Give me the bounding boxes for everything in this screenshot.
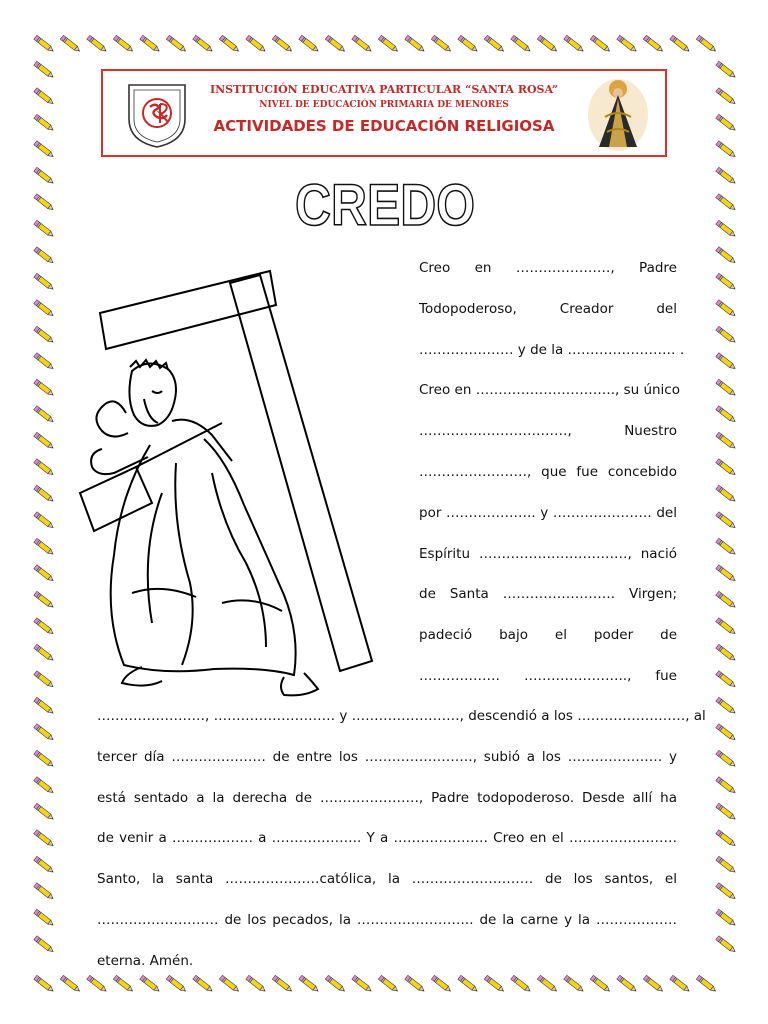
prayer-line: ………………… y de la …………………… .	[419, 341, 685, 358]
pencil-icon-76	[34, 379, 55, 397]
pencil-icon-30	[431, 35, 452, 53]
prayer-line: de Santa ……………………. Virgen;	[419, 586, 677, 603]
pencil-icon-8	[140, 35, 161, 53]
prayer-line: ……………………, ……………………… y ……………………, descendió a los ……………………, al	[97, 708, 706, 724]
pencil-icon-106	[34, 777, 55, 795]
school-seal-icon	[121, 79, 193, 151]
pencil-icon-112	[34, 856, 55, 874]
pencil-icon-80	[34, 432, 55, 450]
pencil-icon-75	[716, 353, 737, 371]
pencil-icon-52	[34, 61, 55, 79]
pencil-icon-96	[34, 644, 55, 662]
pencil-icon-24	[352, 35, 373, 53]
pencil-icon-101	[716, 697, 737, 715]
pencil-icon-104	[34, 750, 55, 768]
pencil-icon-4	[87, 35, 108, 53]
pencil-icon-53	[716, 61, 737, 79]
pencil-icon-42	[590, 35, 611, 53]
pencil-icon-50	[696, 35, 717, 53]
pencil-icon-88	[34, 538, 55, 556]
pencil-icon-0	[34, 35, 55, 53]
pencil-icon-12	[193, 35, 214, 53]
pencil-icon-70	[34, 300, 55, 318]
pencil-icon-95	[716, 618, 737, 636]
pencil-icon-2	[60, 35, 81, 53]
pencil-icon-63	[716, 194, 737, 212]
pencil-icon-109	[716, 803, 737, 821]
pencil-icon-98	[34, 671, 55, 689]
prayer-line: eterna. Amén.	[97, 952, 194, 969]
jesus-carrying-cross-illustration	[72, 263, 417, 703]
virgin-image	[585, 77, 651, 153]
pencil-icon-79	[716, 406, 737, 424]
pencil-icon-83	[716, 459, 737, 477]
pencil-icon-62	[34, 194, 55, 212]
pencil-icon-14	[219, 35, 240, 53]
pencil-icon-16	[246, 35, 267, 53]
header-banner	[101, 69, 667, 157]
pencil-icon-89	[716, 538, 737, 556]
pencil-icon-113	[716, 856, 737, 874]
pencil-icon-78	[34, 406, 55, 424]
pencil-icon-61	[716, 167, 737, 185]
prayer-line: Espíritu ……………………………, nació	[419, 545, 677, 562]
prayer-line: ……………………… de los pecados, la …………………….. de la carne y la ………………	[97, 911, 677, 928]
prayer-text-full	[97, 702, 706, 988]
activity-title: ACTIVIDADES DE EDUCACIÓN RELIGIOSA	[213, 117, 555, 135]
prayer-line: padeció bajo el poder de	[419, 627, 677, 644]
pencil-icon-60	[34, 167, 55, 185]
pencil-icon-71	[716, 300, 737, 318]
prayer-line: de venir a ……………… a ……………….. Y a ………………… Creo en el ……………………	[97, 830, 677, 847]
pencil-icon-118	[34, 936, 55, 954]
pencil-icon-26	[378, 35, 399, 53]
prayer-line: ……………………, que fue concebido	[419, 463, 677, 480]
pencil-icon-105	[716, 750, 737, 768]
pencil-icon-68	[34, 273, 55, 291]
pencil-icon-97	[716, 644, 737, 662]
pencil-icon-65	[716, 220, 737, 238]
prayer-line: está sentado a la derecha de …………………., Padre todopoderoso. Desde allí ha	[97, 789, 677, 806]
pencil-icon-6	[113, 35, 134, 53]
pencil-icon-111	[716, 830, 737, 848]
pencil-icon-44	[617, 35, 638, 53]
credo-title-text: CREDO	[295, 173, 475, 238]
pencil-icon-64	[34, 220, 55, 238]
prayer-line: Todopoderoso, Creador del	[419, 300, 677, 317]
pencil-icon-40	[564, 35, 585, 53]
pencil-icon-87	[716, 512, 737, 530]
pencil-icon-10	[166, 35, 187, 53]
pencil-icon-91	[716, 565, 737, 583]
prayer-line: ……………… ………………….., fue	[419, 667, 677, 684]
pencil-icon-28	[405, 35, 426, 53]
pencil-icon-55	[716, 88, 737, 106]
pencil-icon-99	[716, 671, 737, 689]
pencil-icon-20	[299, 35, 320, 53]
pencil-icon-116	[34, 909, 55, 927]
prayer-line: ……………………………, Nuestro	[419, 423, 677, 440]
pencil-icon-119	[716, 936, 737, 954]
pencil-icon-38	[537, 35, 558, 53]
pencil-icon-67	[716, 247, 737, 265]
pencil-icon-108	[34, 803, 55, 821]
pencil-icon-54	[34, 88, 55, 106]
prayer-line: Santo, la santa …………………católica, la ……………………… de los santos, el	[97, 871, 677, 888]
pencil-icon-66	[34, 247, 55, 265]
pencil-icon-73	[716, 326, 737, 344]
pencil-icon-84	[34, 485, 55, 503]
institution-name: INSTITUCIÓN EDUCATIVA PARTICULAR “SANTA ROSA”	[209, 83, 559, 96]
pencil-icon-22	[325, 35, 346, 53]
pencil-icon-72	[34, 326, 55, 344]
prayer-text-right	[419, 254, 685, 703]
pencil-icon-51	[696, 975, 717, 993]
pencil-icon-34	[484, 35, 505, 53]
pencil-icon-36	[511, 35, 532, 53]
education-level: NIVEL DE EDUCACIÓN PRIMARIA DE MENORES	[259, 100, 509, 110]
pencil-icon-59	[716, 141, 737, 159]
pencil-icon-100	[34, 697, 55, 715]
pencil-icon-117	[716, 909, 737, 927]
prayer-line: tercer día ………………… de entre los ……………………, subió a los ………………… y	[97, 748, 677, 765]
pencil-icon-92	[34, 591, 55, 609]
pencil-icon-3	[60, 975, 81, 993]
pencil-icon-32	[458, 35, 479, 53]
pencil-icon-110	[34, 830, 55, 848]
pencil-icon-1	[34, 975, 55, 993]
pencil-icon-81	[716, 432, 737, 450]
pencil-icon-18	[272, 35, 293, 53]
pencil-icon-69	[716, 273, 737, 291]
pencil-icon-94	[34, 618, 55, 636]
pencil-icon-46	[643, 35, 664, 53]
pencil-icon-103	[716, 724, 737, 742]
pencil-icon-102	[34, 724, 55, 742]
prayer-line: Creo en …………………………., su único	[419, 382, 680, 399]
pencil-icon-56	[34, 114, 55, 132]
pencil-icon-58	[34, 141, 55, 159]
pencil-icon-82	[34, 459, 55, 477]
pencil-icon-114	[34, 883, 55, 901]
pencil-icon-85	[716, 485, 737, 503]
pencil-icon-93	[716, 591, 737, 609]
pencil-icon-86	[34, 512, 55, 530]
pencil-icon-115	[716, 883, 737, 901]
pencil-icon-107	[716, 777, 737, 795]
pencil-icon-90	[34, 565, 55, 583]
pencil-icon-48	[670, 35, 691, 53]
credo-title	[290, 171, 480, 237]
pencil-icon-57	[716, 114, 737, 132]
pencil-icon-74	[34, 353, 55, 371]
prayer-line: Creo en …………………, Padre	[419, 260, 677, 276]
pencil-icon-77	[716, 379, 737, 397]
prayer-line: por ……………….. y …………………. del	[419, 504, 677, 521]
